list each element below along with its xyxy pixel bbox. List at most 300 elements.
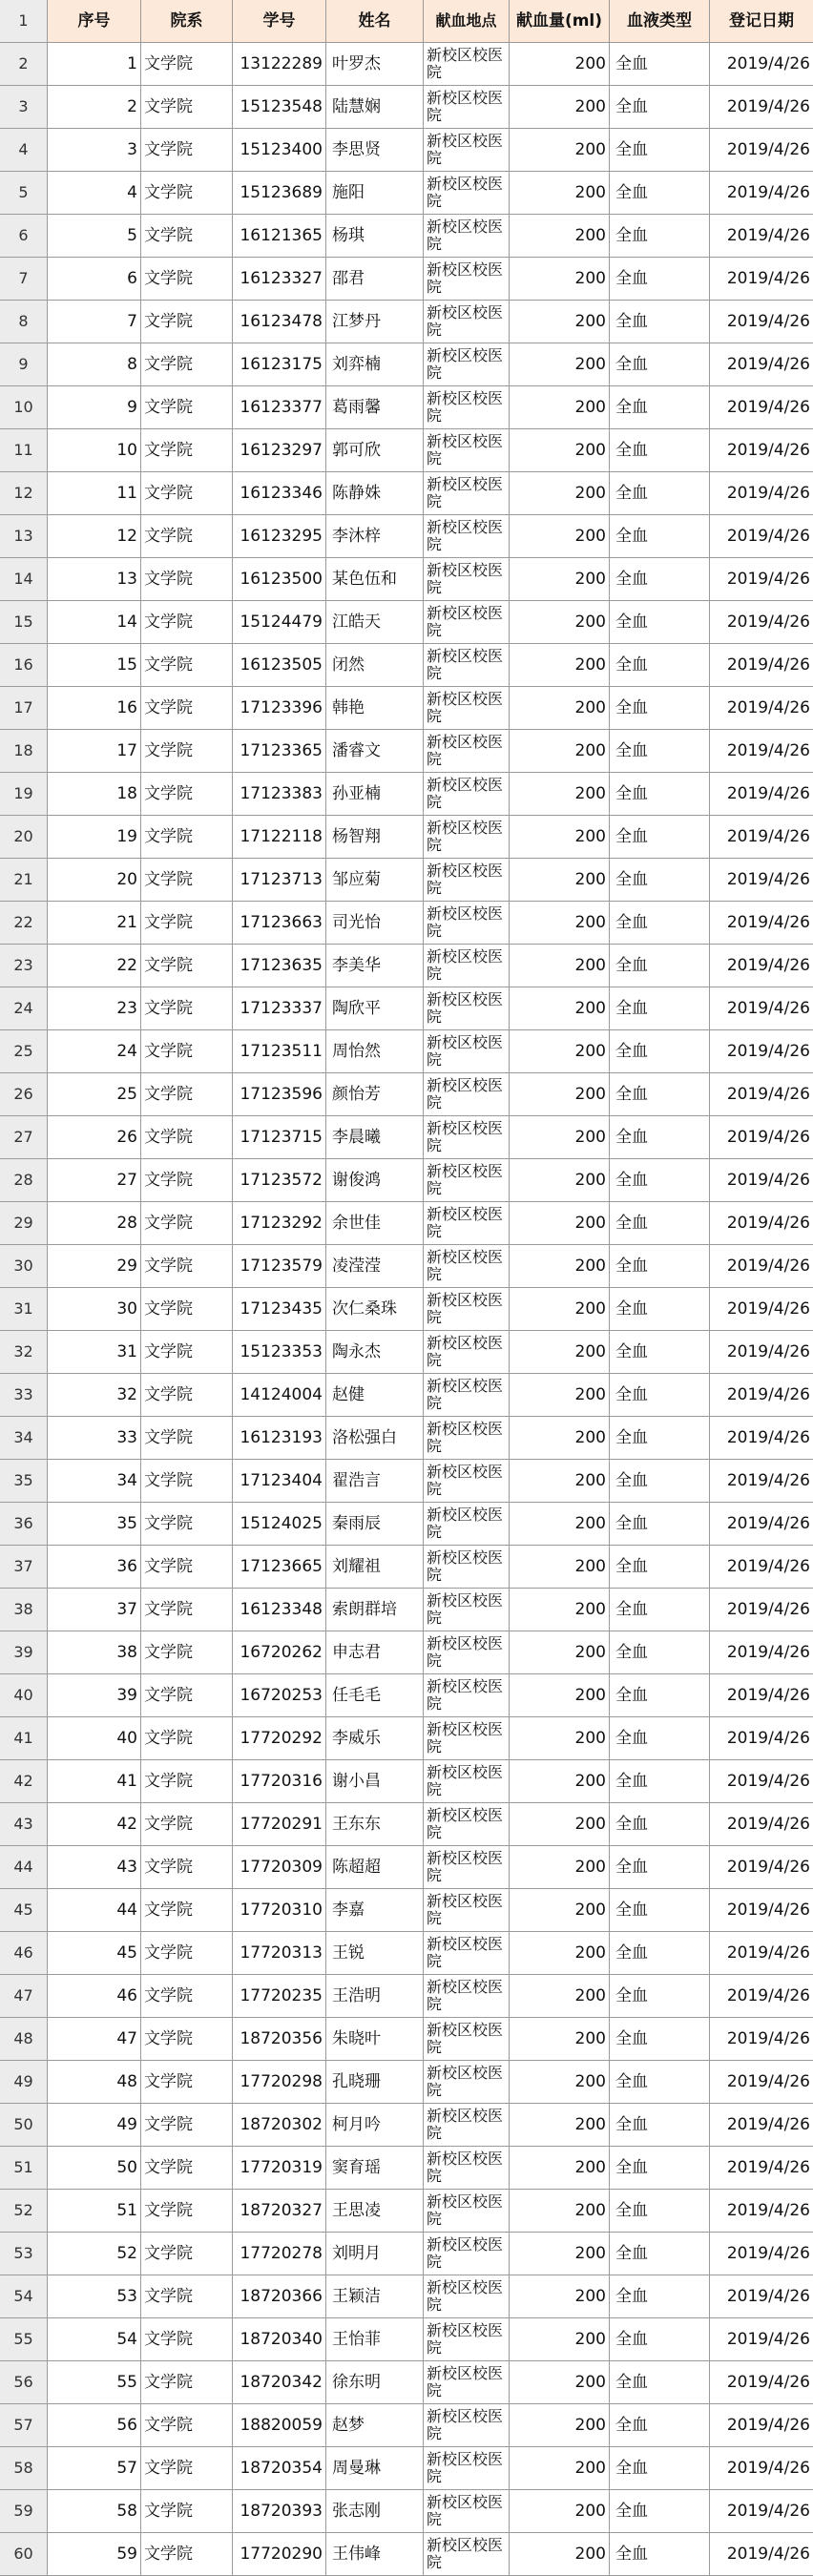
seq-cell[interactable]: 32 — [48, 1374, 141, 1417]
blood-type-cell[interactable]: 全血 — [610, 129, 710, 172]
student-id-cell[interactable]: 16720253 — [233, 1674, 326, 1717]
row-number-cell[interactable]: 46 — [0, 1932, 48, 1975]
student-id-cell[interactable]: 16123500 — [233, 558, 326, 601]
volume-cell[interactable]: 200 — [510, 1331, 610, 1374]
name-cell[interactable]: 凌滢滢 — [326, 1245, 424, 1288]
column-header-student-id[interactable]: 学号 — [233, 0, 326, 43]
row-number-cell[interactable]: 54 — [0, 2275, 48, 2318]
date-cell[interactable]: 2019/4/26 — [710, 2361, 813, 2404]
name-cell[interactable]: 李美华 — [326, 945, 424, 987]
volume-cell[interactable]: 200 — [510, 2018, 610, 2061]
name-cell[interactable]: 翟浩言 — [326, 1460, 424, 1503]
name-cell[interactable]: 秦雨辰 — [326, 1503, 424, 1546]
place-cell[interactable]: 新校区校医院 — [424, 1374, 510, 1417]
date-cell[interactable]: 2019/4/26 — [710, 2104, 813, 2147]
date-cell[interactable]: 2019/4/26 — [710, 1674, 813, 1717]
row-number-cell[interactable]: 41 — [0, 1717, 48, 1760]
date-cell[interactable]: 2019/4/26 — [710, 1932, 813, 1975]
volume-cell[interactable]: 200 — [510, 816, 610, 859]
seq-cell[interactable]: 43 — [48, 1846, 141, 1889]
name-cell[interactable]: 周怡然 — [326, 1030, 424, 1073]
place-cell[interactable]: 新校区校医院 — [424, 1546, 510, 1589]
date-cell[interactable]: 2019/4/26 — [710, 1288, 813, 1331]
blood-type-cell[interactable]: 全血 — [610, 215, 710, 258]
seq-cell[interactable]: 21 — [48, 902, 141, 945]
place-cell[interactable]: 新校区校医院 — [424, 1245, 510, 1288]
date-cell[interactable]: 2019/4/26 — [710, 1546, 813, 1589]
volume-cell[interactable]: 200 — [510, 2318, 610, 2361]
name-cell[interactable]: 颜怡芳 — [326, 1073, 424, 1116]
volume-cell[interactable]: 200 — [510, 2361, 610, 2404]
date-cell[interactable]: 2019/4/26 — [710, 601, 813, 644]
name-cell[interactable]: 王思凌 — [326, 2190, 424, 2233]
name-cell[interactable]: 朱晓叶 — [326, 2018, 424, 2061]
blood-type-cell[interactable]: 全血 — [610, 1589, 710, 1631]
dept-cell[interactable]: 文学院 — [141, 2061, 233, 2104]
name-cell[interactable]: 洛松强白 — [326, 1417, 424, 1460]
volume-cell[interactable]: 200 — [510, 859, 610, 902]
dept-cell[interactable]: 文学院 — [141, 1202, 233, 1245]
row-number-cell[interactable]: 49 — [0, 2061, 48, 2104]
dept-cell[interactable]: 文学院 — [141, 2190, 233, 2233]
date-cell[interactable]: 2019/4/26 — [710, 2275, 813, 2318]
date-cell[interactable]: 2019/4/26 — [710, 2061, 813, 2104]
seq-cell[interactable]: 35 — [48, 1503, 141, 1546]
blood-type-cell[interactable]: 全血 — [610, 2190, 710, 2233]
place-cell[interactable]: 新校区校医院 — [424, 2361, 510, 2404]
date-cell[interactable]: 2019/4/26 — [710, 1803, 813, 1846]
date-cell[interactable]: 2019/4/26 — [710, 2404, 813, 2447]
volume-cell[interactable]: 200 — [510, 343, 610, 386]
volume-cell[interactable]: 200 — [510, 558, 610, 601]
seq-cell[interactable]: 25 — [48, 1073, 141, 1116]
dept-cell[interactable]: 文学院 — [141, 601, 233, 644]
seq-cell[interactable]: 33 — [48, 1417, 141, 1460]
seq-cell[interactable]: 9 — [48, 386, 141, 429]
volume-cell[interactable]: 200 — [510, 2404, 610, 2447]
student-id-cell[interactable]: 17720313 — [233, 1932, 326, 1975]
name-cell[interactable]: 李沐梓 — [326, 515, 424, 558]
row-number-cell[interactable]: 37 — [0, 1546, 48, 1589]
date-cell[interactable]: 2019/4/26 — [710, 987, 813, 1030]
seq-cell[interactable]: 11 — [48, 472, 141, 515]
place-cell[interactable]: 新校区校医院 — [424, 2490, 510, 2533]
seq-cell[interactable]: 28 — [48, 1202, 141, 1245]
seq-cell[interactable]: 3 — [48, 129, 141, 172]
seq-cell[interactable]: 46 — [48, 1975, 141, 2018]
place-cell[interactable]: 新校区校医院 — [424, 429, 510, 472]
blood-type-cell[interactable]: 全血 — [610, 987, 710, 1030]
seq-cell[interactable]: 18 — [48, 773, 141, 816]
name-cell[interactable]: 余世佳 — [326, 1202, 424, 1245]
name-cell[interactable]: 江梦丹 — [326, 301, 424, 343]
row-number-cell[interactable]: 30 — [0, 1245, 48, 1288]
row-number-cell[interactable]: 14 — [0, 558, 48, 601]
date-cell[interactable]: 2019/4/26 — [710, 129, 813, 172]
blood-type-cell[interactable]: 全血 — [610, 2275, 710, 2318]
date-cell[interactable]: 2019/4/26 — [710, 1460, 813, 1503]
student-id-cell[interactable]: 14124004 — [233, 1374, 326, 1417]
name-cell[interactable]: 陶永杰 — [326, 1331, 424, 1374]
blood-type-cell[interactable]: 全血 — [610, 2318, 710, 2361]
name-cell[interactable]: 申志君 — [326, 1631, 424, 1674]
name-cell[interactable]: 司光怡 — [326, 902, 424, 945]
volume-cell[interactable]: 200 — [510, 1760, 610, 1803]
student-id-cell[interactable]: 18720356 — [233, 2018, 326, 2061]
student-id-cell[interactable]: 17123383 — [233, 773, 326, 816]
date-cell[interactable]: 2019/4/26 — [710, 1417, 813, 1460]
student-id-cell[interactable]: 18720327 — [233, 2190, 326, 2233]
volume-cell[interactable]: 200 — [510, 2275, 610, 2318]
blood-type-cell[interactable]: 全血 — [610, 1374, 710, 1417]
blood-type-cell[interactable]: 全血 — [610, 1417, 710, 1460]
dept-cell[interactable]: 文学院 — [141, 2233, 233, 2275]
name-cell[interactable]: 谢俊鸿 — [326, 1159, 424, 1202]
row-number-cell[interactable]: 31 — [0, 1288, 48, 1331]
place-cell[interactable]: 新校区校医院 — [424, 1803, 510, 1846]
volume-cell[interactable]: 200 — [510, 1717, 610, 1760]
place-cell[interactable]: 新校区校医院 — [424, 1589, 510, 1631]
name-cell[interactable]: 周曼琳 — [326, 2447, 424, 2490]
student-id-cell[interactable]: 15123400 — [233, 129, 326, 172]
date-cell[interactable]: 2019/4/26 — [710, 429, 813, 472]
student-id-cell[interactable]: 17123715 — [233, 1116, 326, 1159]
volume-cell[interactable]: 200 — [510, 2104, 610, 2147]
seq-cell[interactable]: 17 — [48, 730, 141, 773]
row-number-cell[interactable]: 56 — [0, 2361, 48, 2404]
name-cell[interactable]: 江皓天 — [326, 601, 424, 644]
date-cell[interactable]: 2019/4/26 — [710, 2190, 813, 2233]
seq-cell[interactable]: 27 — [48, 1159, 141, 1202]
dept-cell[interactable]: 文学院 — [141, 2318, 233, 2361]
blood-type-cell[interactable]: 全血 — [610, 1717, 710, 1760]
volume-cell[interactable]: 200 — [510, 1374, 610, 1417]
place-cell[interactable]: 新校区校医院 — [424, 1073, 510, 1116]
place-cell[interactable]: 新校区校医院 — [424, 2147, 510, 2190]
student-id-cell[interactable]: 17123665 — [233, 1546, 326, 1589]
row-number-cell[interactable]: 18 — [0, 730, 48, 773]
place-cell[interactable]: 新校区校医院 — [424, 2061, 510, 2104]
date-cell[interactable]: 2019/4/26 — [710, 730, 813, 773]
row-number-cell[interactable]: 33 — [0, 1374, 48, 1417]
place-cell[interactable]: 新校区校医院 — [424, 687, 510, 730]
column-header-date[interactable]: 登记日期 — [710, 0, 813, 43]
blood-type-cell[interactable]: 全血 — [610, 515, 710, 558]
row-number-cell[interactable]: 13 — [0, 515, 48, 558]
seq-cell[interactable]: 36 — [48, 1546, 141, 1589]
dept-cell[interactable]: 文学院 — [141, 1717, 233, 1760]
date-cell[interactable]: 2019/4/26 — [710, 2318, 813, 2361]
seq-cell[interactable]: 24 — [48, 1030, 141, 1073]
date-cell[interactable]: 2019/4/26 — [710, 472, 813, 515]
student-id-cell[interactable]: 17123435 — [233, 1288, 326, 1331]
date-cell[interactable]: 2019/4/26 — [710, 43, 813, 86]
student-id-cell[interactable]: 18720302 — [233, 2104, 326, 2147]
row-number-cell[interactable]: 2 — [0, 43, 48, 86]
name-cell[interactable]: 谢小昌 — [326, 1760, 424, 1803]
name-cell[interactable]: 李威乐 — [326, 1717, 424, 1760]
row-number-header[interactable]: 1 — [0, 0, 48, 43]
volume-cell[interactable]: 200 — [510, 1846, 610, 1889]
date-cell[interactable]: 2019/4/26 — [710, 1116, 813, 1159]
place-cell[interactable]: 新校区校医院 — [424, 902, 510, 945]
blood-type-cell[interactable]: 全血 — [610, 1631, 710, 1674]
place-cell[interactable]: 新校区校医院 — [424, 129, 510, 172]
row-number-cell[interactable]: 58 — [0, 2447, 48, 2490]
student-id-cell[interactable]: 16123346 — [233, 472, 326, 515]
blood-type-cell[interactable]: 全血 — [610, 687, 710, 730]
date-cell[interactable]: 2019/4/26 — [710, 1760, 813, 1803]
name-cell[interactable]: 叶罗杰 — [326, 43, 424, 86]
name-cell[interactable]: 陈超超 — [326, 1846, 424, 1889]
place-cell[interactable]: 新校区校医院 — [424, 2190, 510, 2233]
seq-cell[interactable]: 52 — [48, 2233, 141, 2275]
student-id-cell[interactable]: 16123295 — [233, 515, 326, 558]
name-cell[interactable]: 窦育瑶 — [326, 2147, 424, 2190]
dept-cell[interactable]: 文学院 — [141, 1331, 233, 1374]
student-id-cell[interactable]: 18720393 — [233, 2490, 326, 2533]
student-id-cell[interactable]: 17720235 — [233, 1975, 326, 2018]
seq-cell[interactable]: 53 — [48, 2275, 141, 2318]
name-cell[interactable]: 韩艳 — [326, 687, 424, 730]
dept-cell[interactable]: 文学院 — [141, 859, 233, 902]
volume-cell[interactable]: 200 — [510, 1116, 610, 1159]
student-id-cell[interactable]: 17123635 — [233, 945, 326, 987]
blood-type-cell[interactable]: 全血 — [610, 2018, 710, 2061]
seq-cell[interactable]: 5 — [48, 215, 141, 258]
place-cell[interactable]: 新校区校医院 — [424, 945, 510, 987]
row-number-cell[interactable]: 38 — [0, 1589, 48, 1631]
volume-cell[interactable]: 200 — [510, 429, 610, 472]
dept-cell[interactable]: 文学院 — [141, 1674, 233, 1717]
blood-type-cell[interactable]: 全血 — [610, 902, 710, 945]
blood-type-cell[interactable]: 全血 — [610, 1889, 710, 1932]
row-number-cell[interactable]: 59 — [0, 2490, 48, 2533]
dept-cell[interactable]: 文学院 — [141, 1159, 233, 1202]
row-number-cell[interactable]: 44 — [0, 1846, 48, 1889]
row-number-cell[interactable]: 21 — [0, 859, 48, 902]
student-id-cell[interactable]: 13122289 — [233, 43, 326, 86]
blood-type-cell[interactable]: 全血 — [610, 1116, 710, 1159]
place-cell[interactable]: 新校区校医院 — [424, 43, 510, 86]
seq-cell[interactable]: 59 — [48, 2533, 141, 2576]
dept-cell[interactable]: 文学院 — [141, 1631, 233, 1674]
name-cell[interactable]: 李嘉 — [326, 1889, 424, 1932]
date-cell[interactable]: 2019/4/26 — [710, 301, 813, 343]
volume-cell[interactable]: 200 — [510, 472, 610, 515]
row-number-cell[interactable]: 48 — [0, 2018, 48, 2061]
name-cell[interactable]: 陆慧娴 — [326, 86, 424, 129]
volume-cell[interactable]: 200 — [510, 2061, 610, 2104]
volume-cell[interactable]: 200 — [510, 1288, 610, 1331]
dept-cell[interactable]: 文学院 — [141, 902, 233, 945]
volume-cell[interactable]: 200 — [510, 43, 610, 86]
row-number-cell[interactable]: 39 — [0, 1631, 48, 1674]
row-number-cell[interactable]: 16 — [0, 644, 48, 687]
seq-cell[interactable]: 22 — [48, 945, 141, 987]
date-cell[interactable]: 2019/4/26 — [710, 1331, 813, 1374]
student-id-cell[interactable]: 17720310 — [233, 1889, 326, 1932]
seq-cell[interactable]: 56 — [48, 2404, 141, 2447]
seq-cell[interactable]: 54 — [48, 2318, 141, 2361]
place-cell[interactable]: 新校区校医院 — [424, 644, 510, 687]
place-cell[interactable]: 新校区校医院 — [424, 558, 510, 601]
date-cell[interactable]: 2019/4/26 — [710, 1631, 813, 1674]
blood-type-cell[interactable]: 全血 — [610, 1159, 710, 1202]
blood-type-cell[interactable]: 全血 — [610, 386, 710, 429]
column-header-name[interactable]: 姓名 — [326, 0, 424, 43]
dept-cell[interactable]: 文学院 — [141, 343, 233, 386]
seq-cell[interactable]: 42 — [48, 1803, 141, 1846]
name-cell[interactable]: 徐东明 — [326, 2361, 424, 2404]
seq-cell[interactable]: 14 — [48, 601, 141, 644]
blood-type-cell[interactable]: 全血 — [610, 816, 710, 859]
row-number-cell[interactable]: 22 — [0, 902, 48, 945]
student-id-cell[interactable]: 16123193 — [233, 1417, 326, 1460]
date-cell[interactable]: 2019/4/26 — [710, 2233, 813, 2275]
blood-type-cell[interactable]: 全血 — [610, 2147, 710, 2190]
volume-cell[interactable]: 200 — [510, 215, 610, 258]
blood-type-cell[interactable]: 全血 — [610, 1073, 710, 1116]
student-id-cell[interactable]: 17123596 — [233, 1073, 326, 1116]
row-number-cell[interactable]: 5 — [0, 172, 48, 215]
place-cell[interactable]: 新校区校医院 — [424, 1030, 510, 1073]
student-id-cell[interactable]: 18820059 — [233, 2404, 326, 2447]
blood-type-cell[interactable]: 全血 — [610, 1760, 710, 1803]
date-cell[interactable]: 2019/4/26 — [710, 386, 813, 429]
seq-cell[interactable]: 16 — [48, 687, 141, 730]
dept-cell[interactable]: 文学院 — [141, 1417, 233, 1460]
row-number-cell[interactable]: 45 — [0, 1889, 48, 1932]
volume-cell[interactable]: 200 — [510, 601, 610, 644]
place-cell[interactable]: 新校区校医院 — [424, 2533, 510, 2576]
blood-type-cell[interactable]: 全血 — [610, 1975, 710, 2018]
date-cell[interactable]: 2019/4/26 — [710, 1589, 813, 1631]
date-cell[interactable]: 2019/4/26 — [710, 1975, 813, 2018]
blood-type-cell[interactable]: 全血 — [610, 1202, 710, 1245]
row-number-cell[interactable]: 23 — [0, 945, 48, 987]
dept-cell[interactable]: 文学院 — [141, 2404, 233, 2447]
row-number-cell[interactable]: 52 — [0, 2190, 48, 2233]
student-id-cell[interactable]: 17123511 — [233, 1030, 326, 1073]
volume-cell[interactable]: 200 — [510, 301, 610, 343]
column-header-dept[interactable]: 院系 — [141, 0, 233, 43]
student-id-cell[interactable]: 17122118 — [233, 816, 326, 859]
row-number-cell[interactable]: 4 — [0, 129, 48, 172]
row-number-cell[interactable]: 60 — [0, 2533, 48, 2576]
name-cell[interactable]: 孙亚楠 — [326, 773, 424, 816]
row-number-cell[interactable]: 47 — [0, 1975, 48, 2018]
row-number-cell[interactable]: 50 — [0, 2104, 48, 2147]
volume-cell[interactable]: 200 — [510, 2490, 610, 2533]
place-cell[interactable]: 新校区校医院 — [424, 343, 510, 386]
volume-cell[interactable]: 200 — [510, 687, 610, 730]
volume-cell[interactable]: 200 — [510, 1159, 610, 1202]
dept-cell[interactable]: 文学院 — [141, 43, 233, 86]
place-cell[interactable]: 新校区校医院 — [424, 86, 510, 129]
dept-cell[interactable]: 文学院 — [141, 2018, 233, 2061]
seq-cell[interactable]: 37 — [48, 1589, 141, 1631]
student-id-cell[interactable]: 17720292 — [233, 1717, 326, 1760]
seq-cell[interactable]: 7 — [48, 301, 141, 343]
place-cell[interactable]: 新校区校医院 — [424, 1417, 510, 1460]
blood-type-cell[interactable]: 全血 — [610, 1460, 710, 1503]
place-cell[interactable]: 新校区校医院 — [424, 2233, 510, 2275]
date-cell[interactable]: 2019/4/26 — [710, 1846, 813, 1889]
student-id-cell[interactable]: 17123404 — [233, 1460, 326, 1503]
seq-cell[interactable]: 34 — [48, 1460, 141, 1503]
date-cell[interactable]: 2019/4/26 — [710, 558, 813, 601]
dept-cell[interactable]: 文学院 — [141, 2490, 233, 2533]
row-number-cell[interactable]: 26 — [0, 1073, 48, 1116]
student-id-cell[interactable]: 16123505 — [233, 644, 326, 687]
place-cell[interactable]: 新校区校医院 — [424, 1503, 510, 1546]
volume-cell[interactable]: 200 — [510, 644, 610, 687]
dept-cell[interactable]: 文学院 — [141, 987, 233, 1030]
student-id-cell[interactable]: 16123297 — [233, 429, 326, 472]
seq-cell[interactable]: 55 — [48, 2361, 141, 2404]
date-cell[interactable]: 2019/4/26 — [710, 1245, 813, 1288]
blood-type-cell[interactable]: 全血 — [610, 2490, 710, 2533]
volume-cell[interactable]: 200 — [510, 1975, 610, 2018]
blood-type-cell[interactable]: 全血 — [610, 343, 710, 386]
blood-type-cell[interactable]: 全血 — [610, 1932, 710, 1975]
place-cell[interactable]: 新校区校医院 — [424, 258, 510, 301]
dept-cell[interactable]: 文学院 — [141, 1374, 233, 1417]
column-header-blood-type[interactable]: 血液类型 — [610, 0, 710, 43]
name-cell[interactable]: 某色伍和 — [326, 558, 424, 601]
date-cell[interactable]: 2019/4/26 — [710, 86, 813, 129]
name-cell[interactable]: 王锐 — [326, 1932, 424, 1975]
volume-cell[interactable]: 200 — [510, 1202, 610, 1245]
student-id-cell[interactable]: 17123337 — [233, 987, 326, 1030]
place-cell[interactable]: 新校区校医院 — [424, 2447, 510, 2490]
student-id-cell[interactable]: 15123689 — [233, 172, 326, 215]
volume-cell[interactable]: 200 — [510, 129, 610, 172]
student-id-cell[interactable]: 17123292 — [233, 1202, 326, 1245]
place-cell[interactable]: 新校区校医院 — [424, 2404, 510, 2447]
date-cell[interactable]: 2019/4/26 — [710, 2018, 813, 2061]
student-id-cell[interactable]: 18720340 — [233, 2318, 326, 2361]
seq-cell[interactable]: 26 — [48, 1116, 141, 1159]
dept-cell[interactable]: 文学院 — [141, 258, 233, 301]
row-number-cell[interactable]: 28 — [0, 1159, 48, 1202]
blood-type-cell[interactable]: 全血 — [610, 301, 710, 343]
row-number-cell[interactable]: 12 — [0, 472, 48, 515]
dept-cell[interactable]: 文学院 — [141, 129, 233, 172]
date-cell[interactable]: 2019/4/26 — [710, 1202, 813, 1245]
blood-type-cell[interactable]: 全血 — [610, 1846, 710, 1889]
place-cell[interactable]: 新校区校医院 — [424, 773, 510, 816]
date-cell[interactable]: 2019/4/26 — [710, 1073, 813, 1116]
dept-cell[interactable]: 文学院 — [141, 1889, 233, 1932]
date-cell[interactable]: 2019/4/26 — [710, 2490, 813, 2533]
volume-cell[interactable]: 200 — [510, 987, 610, 1030]
seq-cell[interactable]: 15 — [48, 644, 141, 687]
blood-type-cell[interactable]: 全血 — [610, 1674, 710, 1717]
place-cell[interactable]: 新校区校医院 — [424, 1331, 510, 1374]
place-cell[interactable]: 新校区校医院 — [424, 1202, 510, 1245]
name-cell[interactable]: 邹应菊 — [326, 859, 424, 902]
row-number-cell[interactable]: 36 — [0, 1503, 48, 1546]
seq-cell[interactable]: 29 — [48, 1245, 141, 1288]
name-cell[interactable]: 张志刚 — [326, 2490, 424, 2533]
place-cell[interactable]: 新校区校医院 — [424, 215, 510, 258]
volume-cell[interactable]: 200 — [510, 1674, 610, 1717]
row-number-cell[interactable]: 8 — [0, 301, 48, 343]
date-cell[interactable]: 2019/4/26 — [710, 258, 813, 301]
place-cell[interactable]: 新校区校医院 — [424, 1760, 510, 1803]
